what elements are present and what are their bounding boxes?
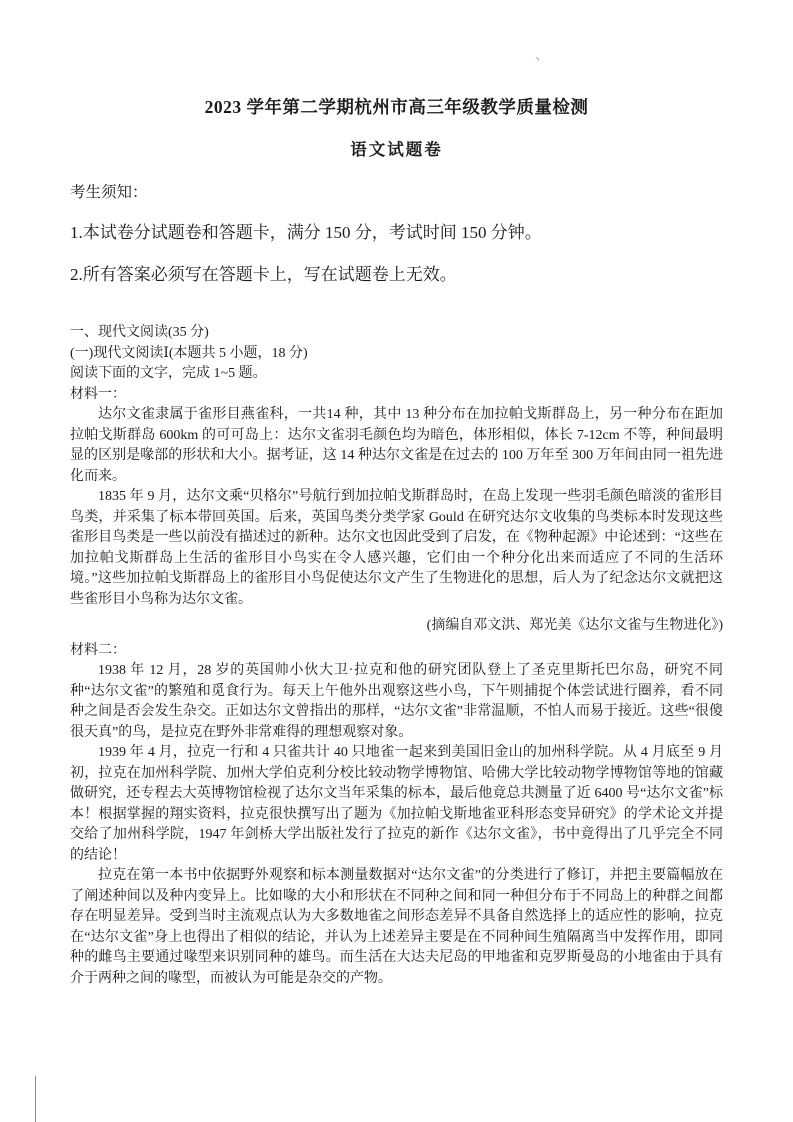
page-title: 2023 学年第二学期杭州市高三年级教学质量检测 [204, 97, 589, 117]
page-edge-artifact [35, 1076, 36, 1122]
paragraph: 1835 年 9 月，达尔文乘“贝格尔”号航行到加拉帕戈斯群岛时，在岛上发现一些羽毛颜色暗淡的雀形目鸟类，并采集了标本带回英国。后来，英国鸟类分类学家 Gould 在研究达尔文收集的鸟类标本时发现这些雀形目鸟类是一些以前没有描述过的新种。达尔文也因此受到了启发，在《物种起源》中论述到：“这些在加拉帕戈斯群岛上生活的雀形目小鸟实在令人感兴趣，它们由一个种分化出来而适应了不同的生活环境。”这些加拉帕戈斯群岛上的雀形目小鸟促使达尔文产生了生物进化的思想，后人为了纪念达尔文就把这些雀形目小鸟称为达尔文雀。 [70, 489, 723, 607]
material2-label: 材料二： [70, 642, 126, 658]
notice-heading: 考生须知： [70, 184, 148, 201]
page-subtitle: 语文试题卷 [350, 140, 443, 159]
paragraph: 1939 年 4 月，拉克一行和 4 只雀共计 40 只地雀一起来到美国旧金山的加州科学院。从 4 月底至 9 月初，拉克在加州科学院、加州大学伯克利分校比较动物学博物馆、哈佛大学比较动物学博物馆等地的馆藏做研究，还专程去大英博物馆检视了达尔文当年采集的标本，最后他竟总共测量了近 6400 号“达尔文雀”标本！根据掌握的翔实资料，拉克很快撰写出了题为《加拉帕戈斯地雀亚科形态变异研究》的学术论文并提交给了加州科学院，1947 年剑桥大学出版社发行了拉克的新作《达尔文雀》，书中竟得出了几乎完全不同的结论！ [70, 745, 723, 863]
section-heading: 一、现代文阅读(35 分) [70, 325, 209, 340]
material1-paragraphs [70, 405, 723, 610]
stray-mark: 丶 [532, 55, 542, 66]
paragraph: 拉克在第一本书中依据野外观察和标本测量数据对“达尔文雀”的分类进行了修订，并把主要篇幅放在了阐述种间以及种内变异上。比如喙的大小和形状在不同种之间和同一种但分布于不同岛上的种群之间都存在明显差异。受到当时主流观点认为大多数地雀之间形态差异不具备自然选择上的适应性的影响，拉克在“达尔文雀”身上也得出了相似的结论，并认为上述差异主要是在不同种间生殖隔离当中发挥作用，即同种的雌鸟主要通过喙型来识别同种的雄鸟。而生活在大达夫尼岛的甲地雀和克罗斯曼岛的小地雀由于具有介于两种之间的喙型，而被认为可能是杂交的产物。 [70, 868, 723, 986]
material2-paragraphs [70, 661, 723, 989]
modern-text-reading-section [70, 323, 723, 989]
material1-attribution: (摘编自邓文洪、郑光美《达尔文雀与生物进化》) [426, 618, 723, 633]
paragraph: 1938 年 12 月，28 岁的英国帅小伙大卫·拉克和他的研究团队登上了圣克里斯托巴尔岛，研究不同种“达尔文雀”的繁殖和觅食行为。每天上午他外出观察这些小鸟，下午则捕捉个体尝试进行圈养，看不同种之间是否会发生杂交。正如达尔文曾指出的那样，“达尔文雀”非常温顺，不怕人而易于接近。这些“很傻很天真”的鸟，是拉克在野外非常难得的理想观察对象。 [70, 663, 723, 740]
notice-item-2: 2.所有答案必须写在答题卡上，写在试题卷上无效。 [70, 265, 457, 284]
candidate-notice [70, 183, 723, 287]
notice-item-1: 1.本试卷分试题卷和答题卡，满分 150 分，考试时间 150 分钟。 [70, 223, 542, 242]
material1-label: 材料一： [70, 386, 126, 402]
paragraph: 达尔文雀隶属于雀形目燕雀科，一共14 种，其中 13 种分布在加拉帕戈斯群岛上，另一种分布在距加拉帕戈斯群岛 600km 的可可岛上：达尔文雀羽毛颜色均为暗色，体形相似，体长 7-12cm 不等，种间最明显的区别是喙部的形状和大小。据考证，这 14 种达尔文雀是在过去的 100 万年至 300 万年间由同一祖先进化而来。 [70, 407, 723, 484]
section-instruction: 阅读下面的文字，完成 1~5 题。 [70, 366, 267, 381]
section-subheading: (一)现代文阅读Ⅰ(本题共 5 小题，18 分) [70, 345, 308, 361]
